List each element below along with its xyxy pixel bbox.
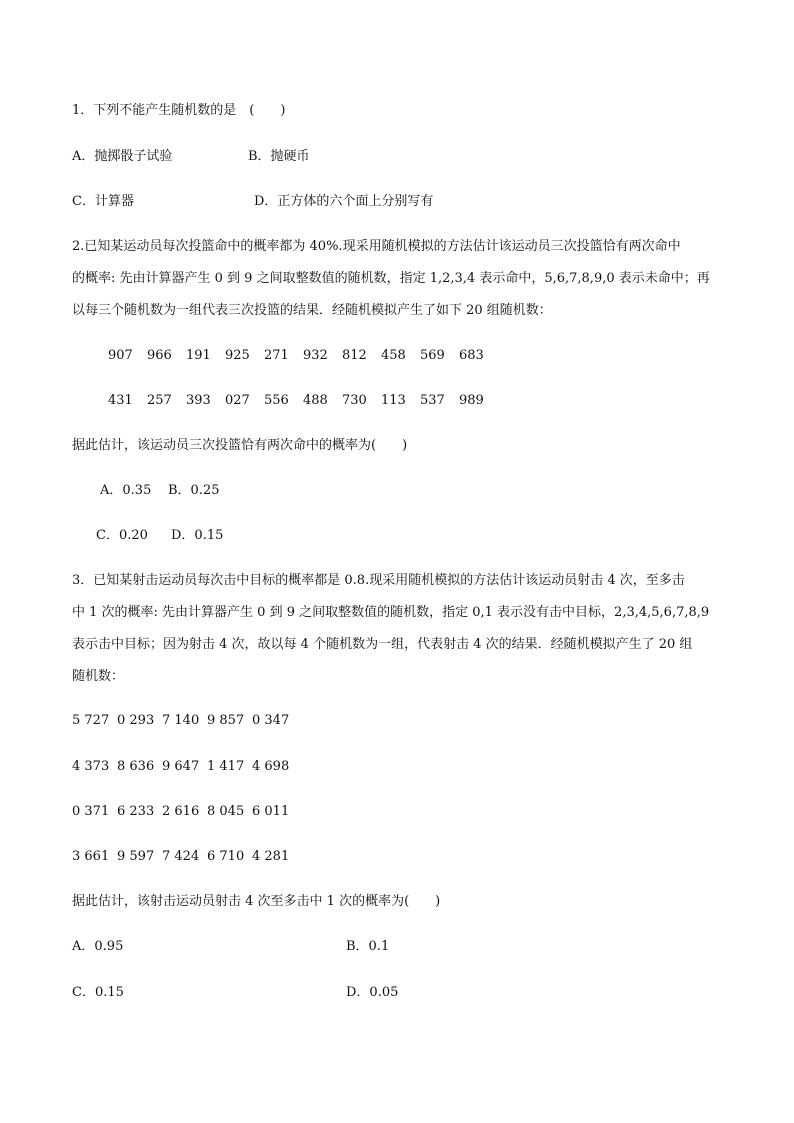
random-number: 556: [264, 393, 289, 408]
q3-random-row-2: [72, 758, 297, 776]
q3-stem-line2: 中 1 次的概率: 先由计算器产生 0 到 9 之间取整数值的随机数，指定 0,1 表示没有击中目标，2,3,4,5,6,7,8,9: [72, 605, 710, 620]
random-number: 730: [342, 393, 367, 408]
q3-option-c: C．0.15: [72, 985, 124, 1000]
q2-stem-line3: 以每三个随机数为一组代表三次投篮的结果．经随机模拟产生了如下 20 组随机数：: [72, 303, 552, 318]
random-number: 932: [303, 348, 328, 363]
random-number: 393: [186, 393, 211, 408]
random-number: 027: [225, 393, 250, 408]
random-number: 191: [186, 348, 211, 363]
q3-stem-line3: 表示击中目标；因为射击 4 次，故以每 4 个随机数为一组，代表射击 4 次的结果．经随机模拟产生了 20 组: [72, 637, 693, 652]
q3-question: 据此估计，该射击运动员射击 4 次至多击中 1 次的概率为( ): [72, 894, 441, 909]
random-number: 257: [147, 393, 172, 408]
q1-stem: 1．下列不能产生随机数的是 ( ): [72, 103, 286, 118]
random-number: 9 647: [162, 759, 200, 774]
random-number: 4 373: [72, 759, 110, 774]
random-number: 1 417: [207, 759, 245, 774]
q1-option-c: C．计算器: [72, 194, 134, 209]
random-number: 4 281: [252, 849, 290, 864]
random-number: 458: [381, 348, 406, 363]
random-number: 9 597: [117, 849, 155, 864]
q2-random-row-1: [108, 347, 498, 365]
random-number: 7 140: [162, 713, 200, 728]
random-number: 8 045: [207, 804, 245, 819]
q2-option-b: B．0.25: [168, 483, 220, 498]
q1-option-b: B．抛硬币: [248, 149, 310, 164]
q2-option-a: A．0.35: [100, 483, 152, 498]
random-number: 6 710: [207, 849, 245, 864]
q2-stem-line1: 2.已知某运动员每次投篮命中的概率都为 40%.现采用随机模拟的方法估计该运动员三次投篮恰有两次命中: [72, 239, 681, 254]
q3-option-d: D．0.05: [346, 985, 399, 1000]
q3-random-row-3: [72, 803, 297, 821]
q2-option-d: D．0.15: [171, 528, 224, 543]
random-number: 8 636: [117, 759, 155, 774]
q3-stem-line4: 随机数：: [72, 669, 125, 684]
random-number: 907: [108, 348, 133, 363]
random-number: 113: [381, 393, 406, 408]
random-number: 2 616: [162, 804, 200, 819]
q2-random-row-2: [108, 392, 498, 410]
random-number: 6 233: [117, 804, 155, 819]
random-number: 0 347: [252, 713, 290, 728]
q2-stem-line2: 的概率: 先由计算器产生 0 到 9 之间取整数值的随机数，指定 1,2,3,4 表示命中，5,6,7,8,9,0 表示未命中；再: [72, 271, 710, 286]
random-number: 966: [147, 348, 172, 363]
random-number: 925: [225, 348, 250, 363]
q3-random-row-1: [72, 712, 297, 730]
random-number: 989: [459, 393, 484, 408]
random-number: 812: [342, 348, 367, 363]
random-number: 4 698: [252, 759, 290, 774]
q1-option-d: D．正方体的六个面上分别写有: [254, 194, 434, 209]
random-number: 3 661: [72, 849, 110, 864]
random-number: 488: [303, 393, 328, 408]
random-number: 271: [264, 348, 289, 363]
q3-option-b: B．0.1: [346, 939, 390, 954]
random-number: 0 371: [72, 804, 110, 819]
q1-option-a: A．抛掷骰子试验: [72, 149, 173, 164]
random-number: 7 424: [162, 849, 200, 864]
random-number: 0 293: [117, 713, 155, 728]
random-number: 683: [459, 348, 484, 363]
random-number: 431: [108, 393, 133, 408]
random-number: 569: [420, 348, 445, 363]
random-number: 6 011: [252, 804, 290, 819]
random-number: 5 727: [72, 713, 110, 728]
q3-random-row-4: [72, 848, 297, 866]
q2-question: 据此估计，该运动员三次投篮恰有两次命中的概率为( ): [72, 438, 408, 453]
q3-stem-line1: 3．已知某射击运动员每次击中目标的概率都是 0.8.现采用随机模拟的方法估计该运动员射击 4 次，至多击: [72, 573, 685, 588]
random-number: 537: [420, 393, 445, 408]
q3-option-a: A．0.95: [72, 939, 124, 954]
q2-option-c: C．0.20: [96, 528, 148, 543]
random-number: 9 857: [207, 713, 245, 728]
